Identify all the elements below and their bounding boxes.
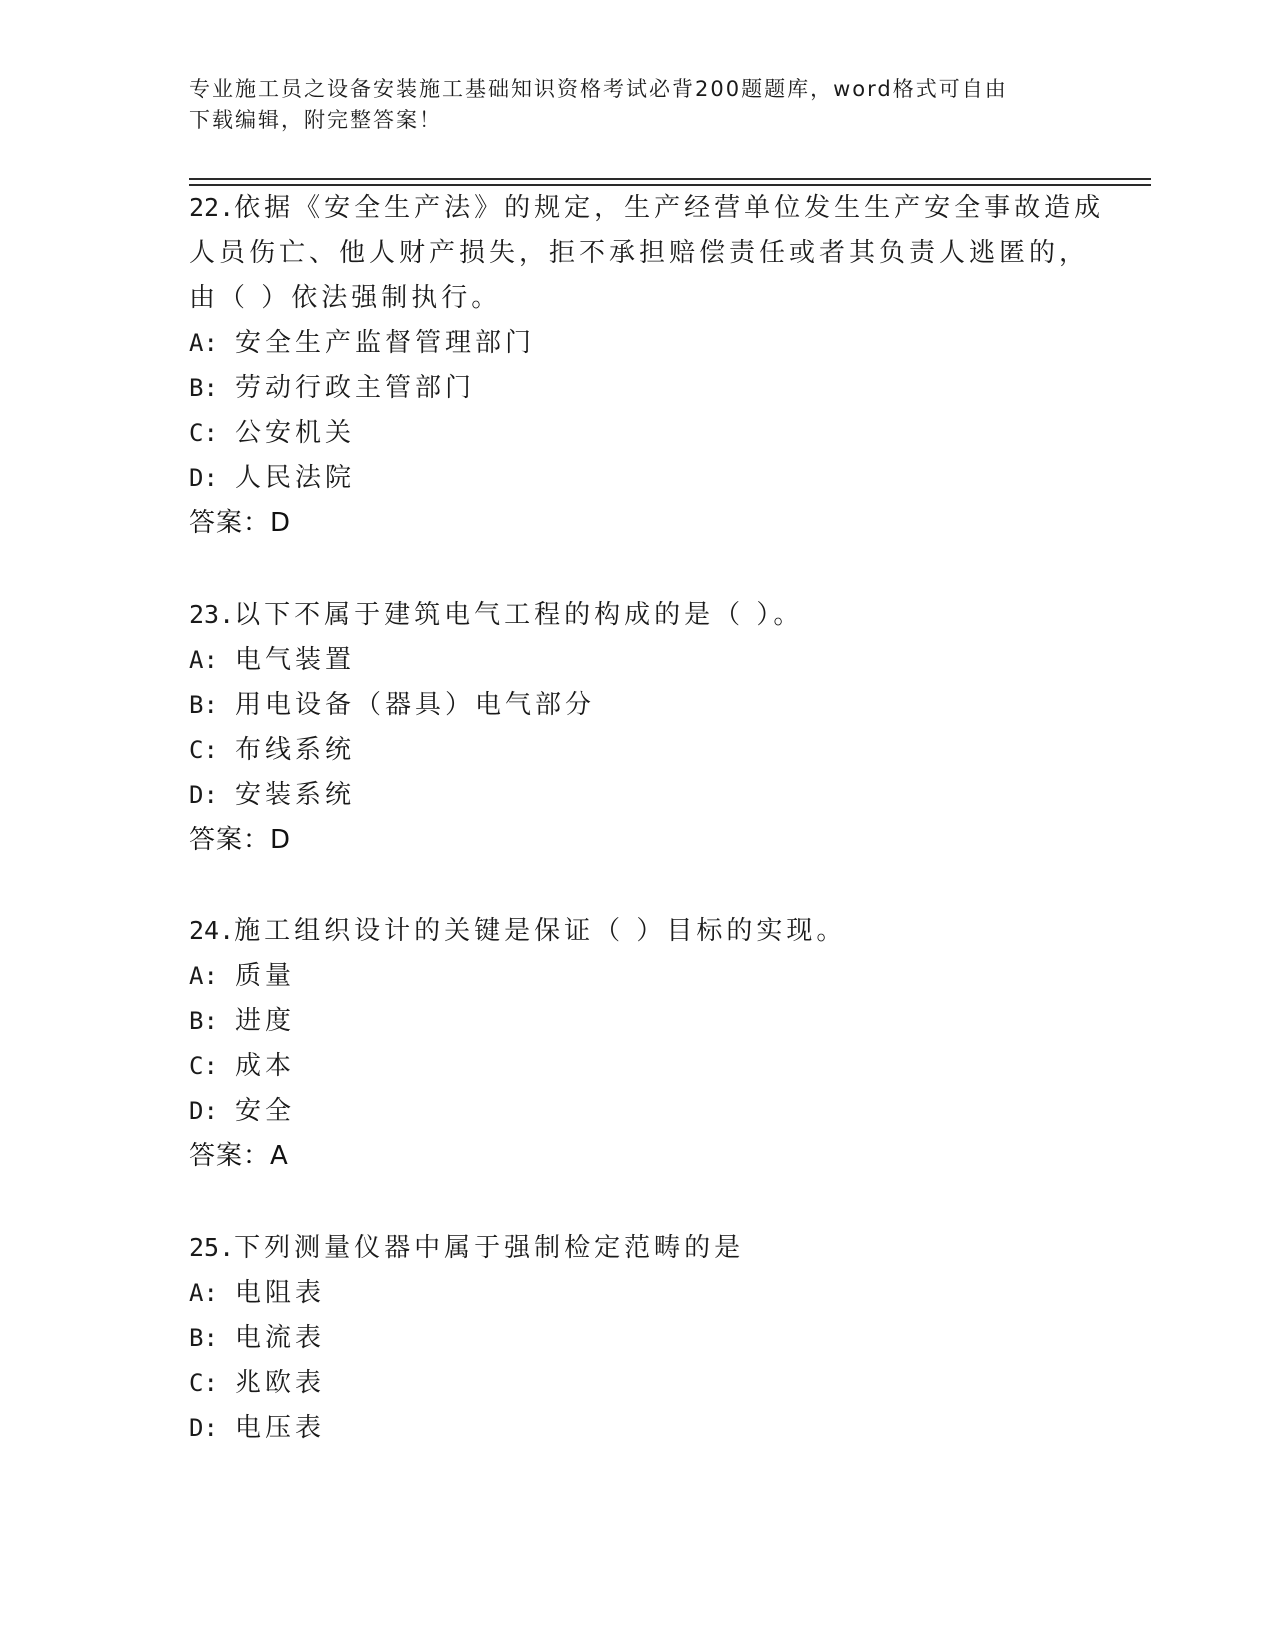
option-text: 安全 bbox=[235, 1096, 296, 1126]
header-line-1: 专业施工员之设备安装施工基础知识资格考试必背200题题库，word格式可自由 bbox=[189, 77, 1008, 101]
option-b bbox=[189, 682, 595, 728]
option-text: 成本 bbox=[235, 1051, 296, 1081]
option-key: C: bbox=[189, 736, 218, 764]
question-24-line-1 bbox=[189, 908, 846, 954]
option-b bbox=[189, 365, 475, 411]
option-c bbox=[189, 1360, 325, 1406]
option-key: D: bbox=[189, 781, 218, 809]
option-text: 公安机关 bbox=[235, 418, 356, 448]
question-22-line-3: 由（ ）依法强制执行。 bbox=[189, 283, 502, 313]
option-text: 电阻表 bbox=[235, 1278, 326, 1308]
question-23-line-1 bbox=[189, 592, 803, 638]
option-key: D: bbox=[189, 1414, 218, 1442]
question-number: 22. bbox=[189, 193, 235, 222]
option-text: 安装系统 bbox=[235, 780, 356, 810]
option-key: C: bbox=[189, 419, 218, 447]
option-text: 进度 bbox=[235, 1006, 296, 1036]
option-text: 人民法院 bbox=[235, 463, 356, 493]
option-text: 劳动行政主管部门 bbox=[235, 373, 476, 403]
option-key: C: bbox=[189, 1052, 218, 1080]
question-text: 下列测量仪器中属于强制检定范畴的是 bbox=[234, 1233, 745, 1263]
option-text: 电流表 bbox=[235, 1323, 326, 1353]
answer-24: 答案：A bbox=[189, 1141, 289, 1171]
question-22-line-1 bbox=[189, 185, 1104, 231]
option-key: C: bbox=[189, 1369, 218, 1397]
option-b bbox=[189, 998, 295, 1044]
option-c bbox=[189, 1043, 295, 1089]
option-c bbox=[189, 727, 355, 773]
question-number: 25. bbox=[189, 1233, 235, 1262]
option-key: B: bbox=[189, 1324, 218, 1352]
option-text: 兆欧表 bbox=[235, 1368, 326, 1398]
option-d bbox=[189, 455, 355, 501]
header-divider-top bbox=[189, 178, 1151, 180]
question-text: 施工组织设计的关键是保证（ ）目标的实现。 bbox=[234, 916, 847, 946]
option-c bbox=[189, 410, 355, 456]
option-a bbox=[189, 320, 535, 366]
answer-22: 答案：D bbox=[189, 508, 292, 538]
option-key: B: bbox=[189, 374, 218, 402]
answer-23: 答案：D bbox=[189, 825, 292, 855]
option-text: 电压表 bbox=[235, 1413, 326, 1443]
document-header bbox=[189, 74, 1069, 136]
option-a bbox=[189, 953, 295, 999]
option-a bbox=[189, 637, 355, 683]
question-number: 24. bbox=[189, 916, 235, 945]
question-number: 23. bbox=[189, 600, 235, 629]
option-d bbox=[189, 1405, 325, 1451]
question-22-line-2: 人员伤亡、他人财产损失，拒不承担赔偿责任或者其负责人逃匿的， bbox=[189, 238, 1090, 268]
option-text: 用电设备（器具）电气部分 bbox=[235, 690, 596, 720]
option-key: A: bbox=[189, 329, 218, 357]
question-text: 依据《安全生产法》的规定，生产经营单位发生生产安全事故造成 bbox=[234, 193, 1105, 223]
option-b bbox=[189, 1315, 325, 1361]
question-25-line-1 bbox=[189, 1225, 744, 1271]
option-a bbox=[189, 1270, 325, 1316]
option-text: 安全生产监督管理部门 bbox=[235, 328, 536, 358]
option-key: A: bbox=[189, 646, 218, 674]
header-line-2: 下载编辑，附完整答案！ bbox=[189, 108, 442, 132]
option-text: 质量 bbox=[235, 961, 296, 991]
option-text: 布线系统 bbox=[235, 735, 356, 765]
option-key: B: bbox=[189, 1007, 218, 1035]
option-d bbox=[189, 1088, 295, 1134]
option-key: B: bbox=[189, 691, 218, 719]
option-text: 电气装置 bbox=[235, 645, 356, 675]
option-key: A: bbox=[189, 962, 218, 990]
option-key: D: bbox=[189, 464, 218, 492]
option-key: D: bbox=[189, 1097, 218, 1125]
question-text: 以下不属于建筑电气工程的构成的是（ ）。 bbox=[234, 600, 804, 630]
option-d bbox=[189, 772, 355, 818]
option-key: A: bbox=[189, 1279, 218, 1307]
